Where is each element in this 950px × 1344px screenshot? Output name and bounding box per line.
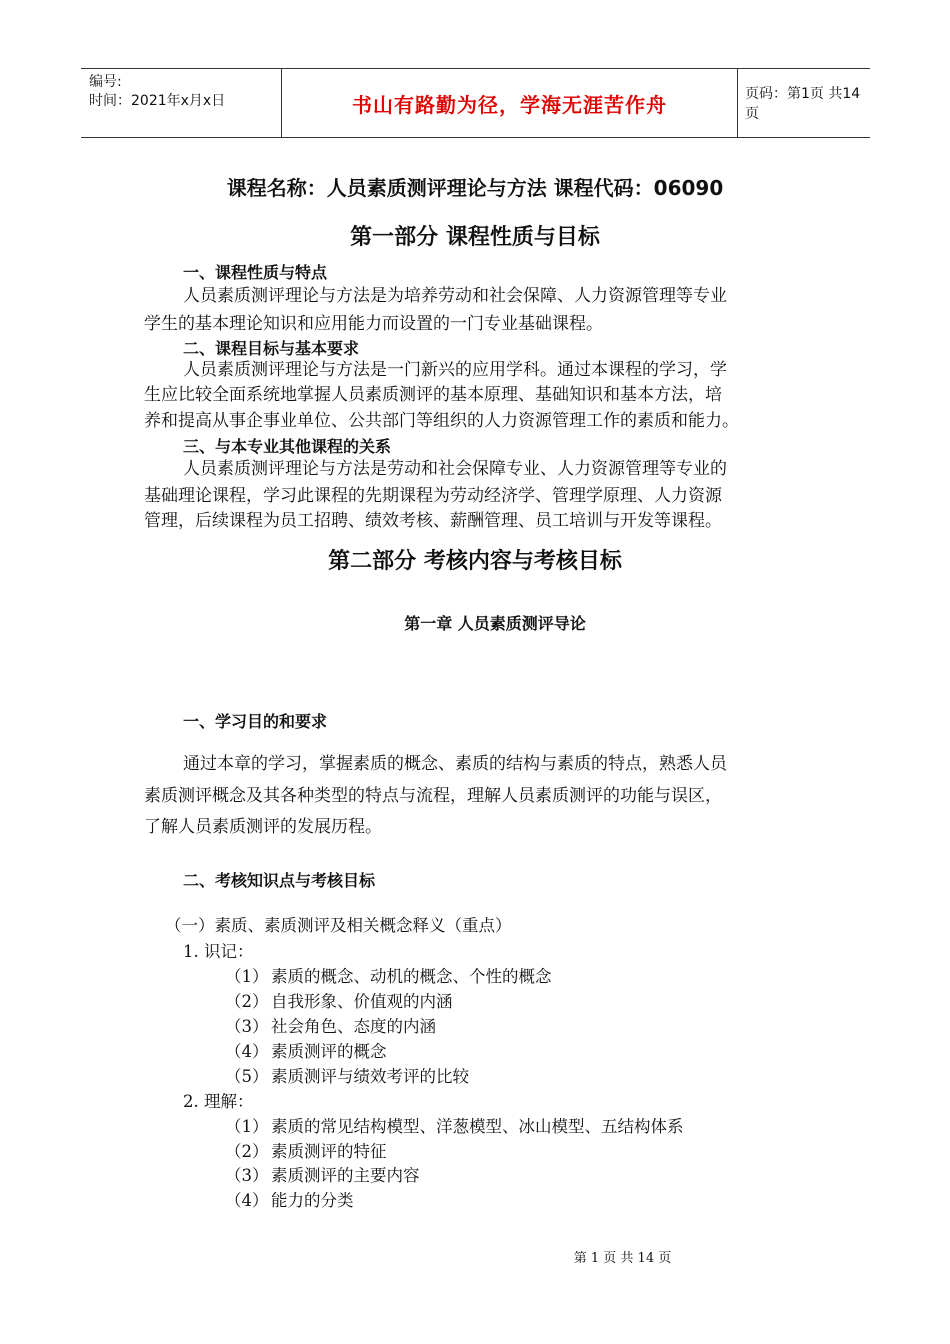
list-item: （3） 社会角色、态度的内涵 <box>225 1017 436 1036</box>
list-heading-recall: 1. 识记： <box>183 942 254 961</box>
assessment-heading: 二、考核知识点与考核目标 <box>183 871 376 890</box>
page-code: 页码：第1页 共14页 <box>745 86 861 122</box>
part1-title: 第一部分 课程性质与目标 <box>350 225 600 250</box>
section2-line: 人员素质测评理论与方法是一门新兴的应用学科。通过本课程的学习，学 <box>183 360 727 380</box>
list-heading-understand: 2. 理解： <box>183 1092 254 1111</box>
section1-line: 学生的基本理论知识和应用能力而设置的一门专业基础课程。 <box>144 314 603 334</box>
list-item: （2） 素质测评的特征 <box>225 1142 387 1161</box>
subsection-title: （一）素质、素质测评及相关概念释义（重点） <box>165 916 512 935</box>
list-item: （4） 素质测评的概念 <box>225 1042 387 1061</box>
section3-heading: 三、与本专业其他课程的关系 <box>183 437 392 456</box>
learning-goals-line: 通过本章的学习，掌握素质的概念、素质的结构与素质的特点，熟悉人员 <box>183 754 727 774</box>
chapter-title: 第一章 人员素质测评导论 <box>404 614 586 633</box>
list-item: （5） 素质测评与绩效考评的比较 <box>225 1067 469 1086</box>
header-info-cell <box>81 69 281 137</box>
section2-heading: 二、课程目标与基本要求 <box>183 339 360 358</box>
list-item: （4） 能力的分类 <box>225 1191 354 1210</box>
section2-line: 生应比较全面系统地掌握人员素质测评的基本原理、基础知识和基本方法，培 <box>144 385 722 405</box>
section3-line: 基础理论课程，学习此课程的先期课程为劳动经济学、管理学原理、人力资源 <box>144 486 722 506</box>
number-label: 编号: <box>89 74 122 90</box>
time-label: 时间：2021年x月x日 <box>89 93 226 109</box>
header-page-cell <box>737 69 870 137</box>
header-motto-cell <box>281 69 738 137</box>
learning-goals-line: 了解人员素质测评的发展历程。 <box>144 817 382 837</box>
list-item: （1） 素质的概念、动机的概念、个性的概念 <box>225 967 552 986</box>
section3-line: 人员素质测评理论与方法是劳动和社会保障专业、人力资源管理等专业的 <box>183 459 727 479</box>
list-item: （2） 自我形象、价值观的内涵 <box>225 992 453 1011</box>
learning-goals-line: 素质测评概念及其各种类型的特点与流程，理解人员素质测评的功能与误区， <box>144 786 722 806</box>
list-item: （3） 素质测评的主要内容 <box>225 1166 420 1185</box>
part2-title: 第二部分 考核内容与考核目标 <box>328 549 622 574</box>
motto-text: 书山有路勤为径，学海无涯苦作舟 <box>352 92 667 117</box>
course-title: 课程名称：人员素质测评理论与方法 课程代码：06090 <box>226 176 724 200</box>
page-footer: 第 1 页 共 14 页 <box>573 1251 672 1266</box>
page-header <box>81 68 870 138</box>
learning-goals-heading: 一、学习目的和要求 <box>183 712 328 731</box>
section3-line: 管理，后续课程为员工招聘、绩效考核、薪酬管理、员工培训与开发等课程。 <box>144 511 722 531</box>
section2-line: 养和提高从事企事业单位、公共部门等组织的人力资源管理工作的素质和能力。 <box>144 411 739 431</box>
list-item: （1） 素质的常见结构模型、洋葱模型、冰山模型、五结构体系 <box>225 1117 684 1136</box>
section1-heading: 一、课程性质与特点 <box>183 263 328 282</box>
section1-line: 人员素质测评理论与方法是为培养劳动和社会保障、人力资源管理等专业 <box>183 286 727 306</box>
